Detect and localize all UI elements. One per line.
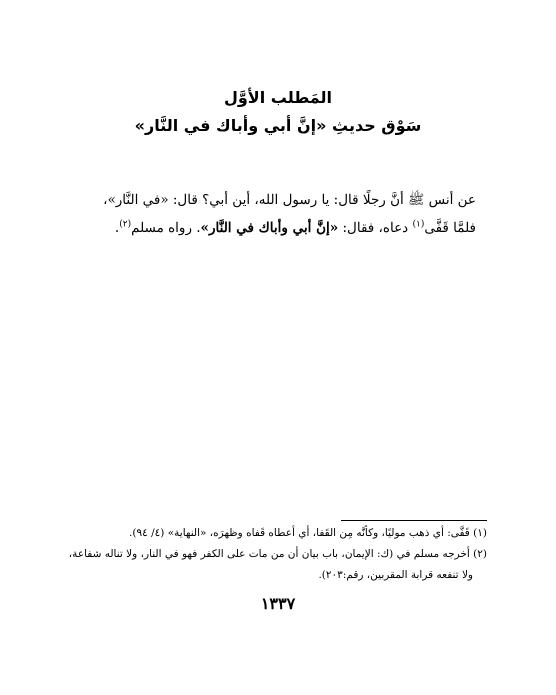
footnote-2: (٢) أخرجه مسلم في (ك: الإيمان، باب بيان أن من مات على الكفر فهو في النار، ولا تناله شفاعة، — [68, 548, 487, 560]
body-text-segment: . — [114, 220, 120, 236]
body-line-2 — [76, 214, 476, 242]
hadith-title: سَوْق حديثِ «إنَّ أبي وأباك في النَّار» — [134, 116, 422, 135]
body-paragraph — [76, 186, 476, 242]
body-text-segment: فلمَّا قَفَّى — [424, 220, 476, 236]
footnote-2-continued: ولا تنفعه قرابة المقربين، رقم:٢٠٣). — [318, 569, 473, 581]
footnote-1: (١) قَفَّى: أي ذهب موليًا، وكأنَّه مِن القَفا، أي أعطاه قَفاه وظهرَه، «النهاية» (٤/ ٩٤). — [129, 527, 487, 539]
footnotes — [67, 523, 487, 586]
section-title: المَطلب الأوَّل — [223, 88, 333, 107]
footnote-separator — [341, 520, 487, 521]
footnote-ref-2[interactable]: (٢) — [119, 219, 132, 230]
body-line-1: عن أنس ﷺ أنَّ رجلًا قال: يا رسول الله، أين أبي؟ قال: «في النَّار»، — [103, 192, 476, 208]
footnote-ref-1[interactable]: (١) — [412, 219, 425, 230]
hadith-quote: «إنَّ أبي وأباك في النَّار» — [200, 220, 339, 236]
body-text-segment: دعاه، فقال: — [338, 220, 413, 236]
body-text-segment: . رواه مسلم — [131, 220, 201, 236]
page-number: ١٣٣٧ — [260, 594, 296, 613]
